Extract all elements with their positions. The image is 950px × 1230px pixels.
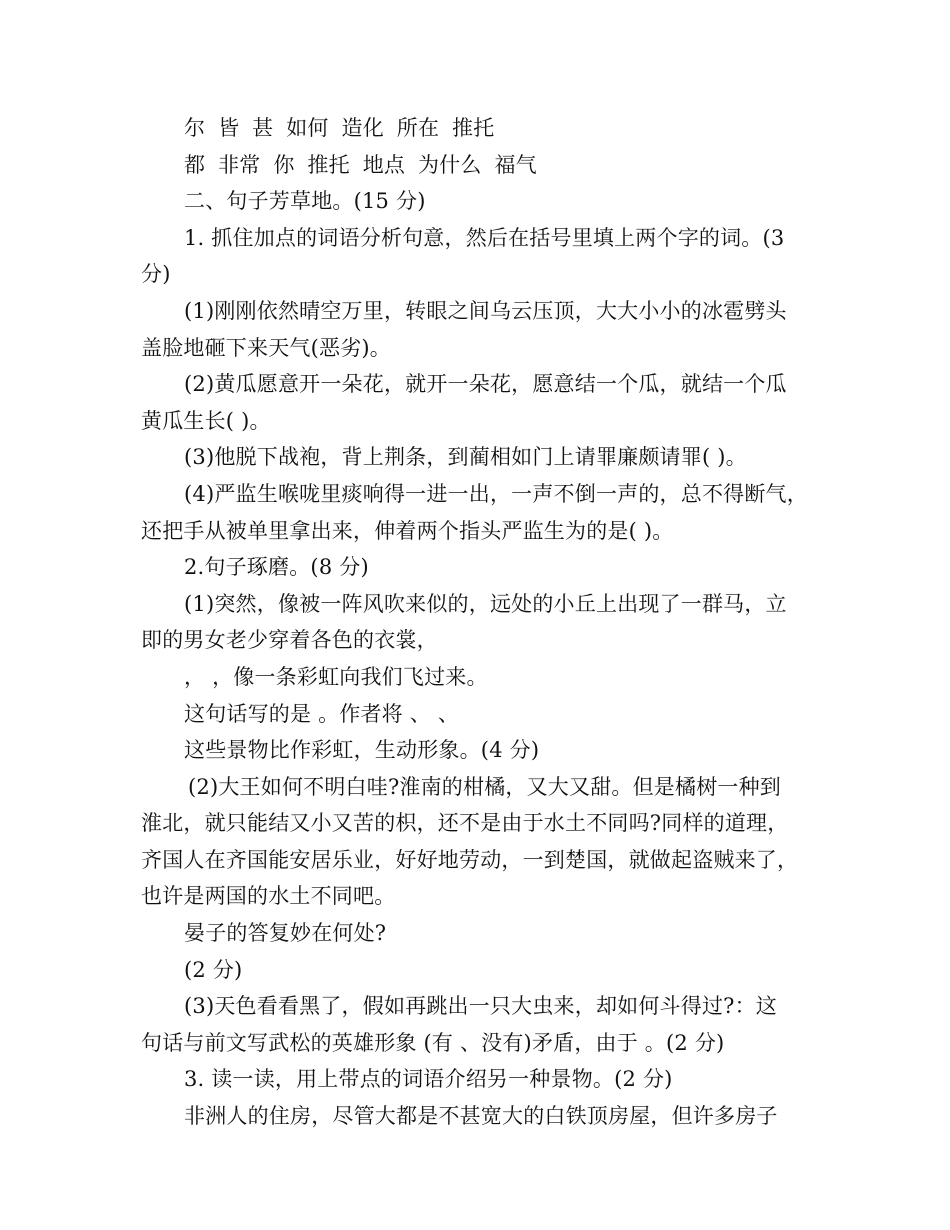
q1-item-4-cont: 还把手从被单里拿出来，伸着两个指头严监生为的是( )。 [141, 518, 674, 543]
q1-item-1-cont: 盖脸地砸下来天气(恶劣)。 [141, 335, 391, 360]
q2-item-1-cont-2: ， ，像一条彩虹向我们飞过来。 [184, 664, 488, 689]
question-3-prompt: 3. 读一读，用上带点的词语介绍另一种景物。(2 分) [184, 1067, 673, 1092]
q2-item-1-fill: 这句话写的是 。作者将 、 、 [184, 701, 460, 726]
word-list-line-1: 尔 皆 甚 如何 造化 所在 推托 [184, 116, 495, 140]
q2-item-1-cont: 即的男女老少穿着各色的衣裳， [141, 628, 438, 653]
q1-item-4: (4)严监生喉咙里痰响得一进一出，一声不倒一声的，总不得断气， [184, 481, 808, 506]
q2-item-2-cont-3: 也许是两国的水土不同吧。 [141, 884, 396, 909]
q2-item-2-points: (2 分) [184, 957, 243, 982]
q2-item-2-cont-2: 齐国人在齐国能安居乐业，好好地劳动，一到楚国，就做起盗贼来了， [141, 847, 799, 872]
question-1-prompt-cont: 分) [141, 262, 171, 287]
question-1-prompt: 1. 抓住加点的词语分析句意，然后在括号里填上两个字的词。(3 [184, 225, 785, 250]
section-heading-sentences: 二、句子芳草地。(15 分) [184, 189, 426, 214]
q2-item-2-question: 晏子的答复妙在何处? [184, 921, 387, 946]
q1-item-3: (3)他脱下战袍，背上荆条，到蔺相如门上请罪廉颇请罪( )。 [184, 445, 747, 470]
q2-item-1-fill-cont: 这些景物比作彩虹，生动形象。(4 分) [184, 738, 540, 763]
q2-item-2-cont: 淮北，就只能结又小又苦的枳，还不是由于水土不同吗?同样的道理， [141, 811, 789, 836]
q2-item-2: (2)大王如何不明白哇?淮南的柑橘，又大又甜。但是橘树一种到 [188, 774, 782, 799]
document-body [141, 110, 821, 1135]
q1-item-2-cont: 黄瓜生长( )。 [141, 408, 271, 433]
q1-item-2: (2)黄瓜愿意开一朵花，就开一朵花，愿意结一个瓜，就结一个瓜 [184, 372, 787, 397]
q3-passage: 非洲人的住房，尽管大都是不甚宽大的白铁顶房屋，但许多房子 [184, 1104, 778, 1129]
question-2-prompt: 2.句子琢磨。(8 分) [184, 555, 369, 580]
q1-item-1: (1)刚刚依然晴空万里，转眼之间乌云压顶，大大小小的冰雹劈头 [184, 298, 787, 323]
word-list-line-2: 都 非常 你 推托 地点 为什么 福气 [184, 152, 537, 177]
q2-item-1: (1)突然，像被一阵风吹来似的，远处的小丘上出现了一群马，立 [184, 591, 787, 616]
q2-item-3: (3)天色看看黑了，假如再跳出一只大虫来，却如何斗得过?：这 [184, 994, 778, 1019]
q2-item-3-cont: 句话与前文写武松的英雄形象 (有 、没有)矛盾，由于 。(2 分) [141, 1030, 725, 1055]
